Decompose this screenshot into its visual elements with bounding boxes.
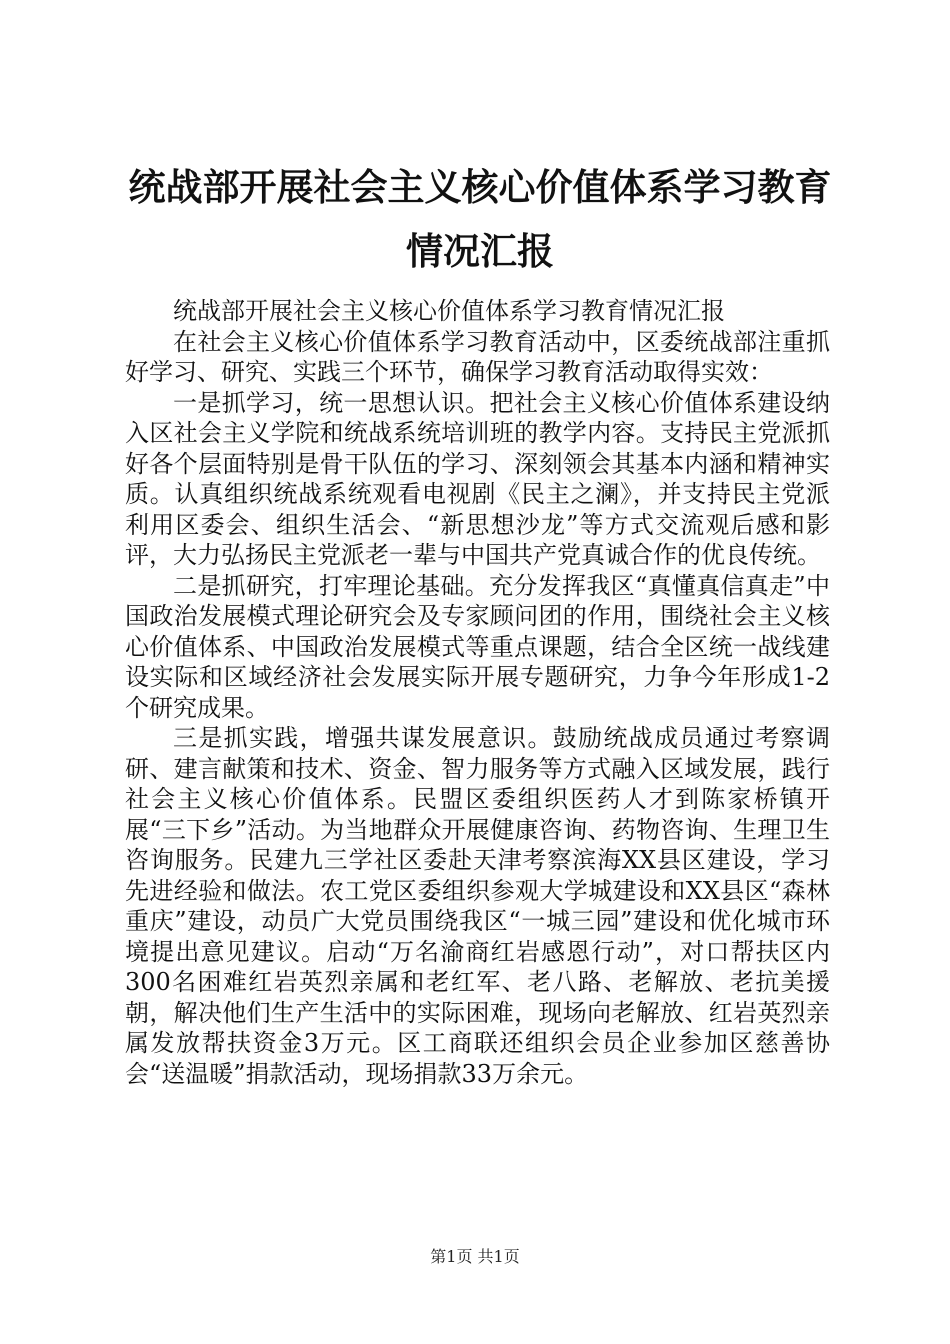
page-number-footer: 第1页 共1页 [430, 1247, 520, 1266]
paragraph-intro: 在社会主义核心价值体系学习教育活动中，区委统战部注重抓好学习、研究、实践三个环节，确保学习教育活动取得实效： [125, 327, 830, 386]
paragraph-practice: 三是抓实践，增强共谋发展意识。鼓励统战成员通过考察调研、建言献策和技术、资金、智力服务等方式融入区域发展，践行社会主义核心价值体系。民盟区委组织医药人才到陈家桥镇开展“三下乡”活动。为当地群众开展健康咨询、药物咨询、生理卫生咨询服务。民建九三学社区委赴天津考察滨海XX县区建设，学习先进经验和做法。农工党区委组织参观大学城建设和XX县区“森林重庆”建设，动员广大党员围绕我区“一城三园”建设和优化城市环境提出意见建议。启动“万名渝商红岩感恩行动”，对口帮扶区内300名困难红岩英烈亲属和老红军、老八路、老解放、老抗美援朝，解决他们生产生活中的实际困难，现场向老解放、红岩英烈亲属发放帮扶资金3万元。区工商联还组织会员企业参加区慈善协会“送温暖”捐款活动，现场捐款33万余元。 [125, 724, 830, 1088]
paragraph-research: 二是抓研究，打牢理论基础。充分发挥我区“真懂真信真走”中国政治发展模式理论研究会及专家顾问团的作用，围绕社会主义核心价值体系、中国政治发展模式等重点课题，结合全区统一战线建设实际和区域经济社会发展实际开展专题研究，力争今年形成1-2个研究成果。 [125, 571, 830, 722]
paragraph-study: 一是抓学习，统一思想认识。把社会主义核心价值体系建设纳入区社会主义学院和统战系统培训班的教学内容。支持民主党派抓好各个层面特别是骨干队伍的学习、深刻领会其基本内涵和精神实质。认真组织统战系统观看电视剧《民主之澜》，并支持民主党派利用区委会、组织生活会、“新思想沙龙”等方式交流观后感和影评，大力弘扬民主党派老一辈与中国共产党真诚合作的优良传统。 [125, 388, 830, 569]
document-body [125, 296, 830, 1089]
document-title: 统战部开展社会主义核心价值体系学习教育情况汇报 [128, 166, 832, 273]
paragraph-heading: 统战部开展社会主义核心价值体系学习教育情况汇报 [173, 297, 725, 325]
